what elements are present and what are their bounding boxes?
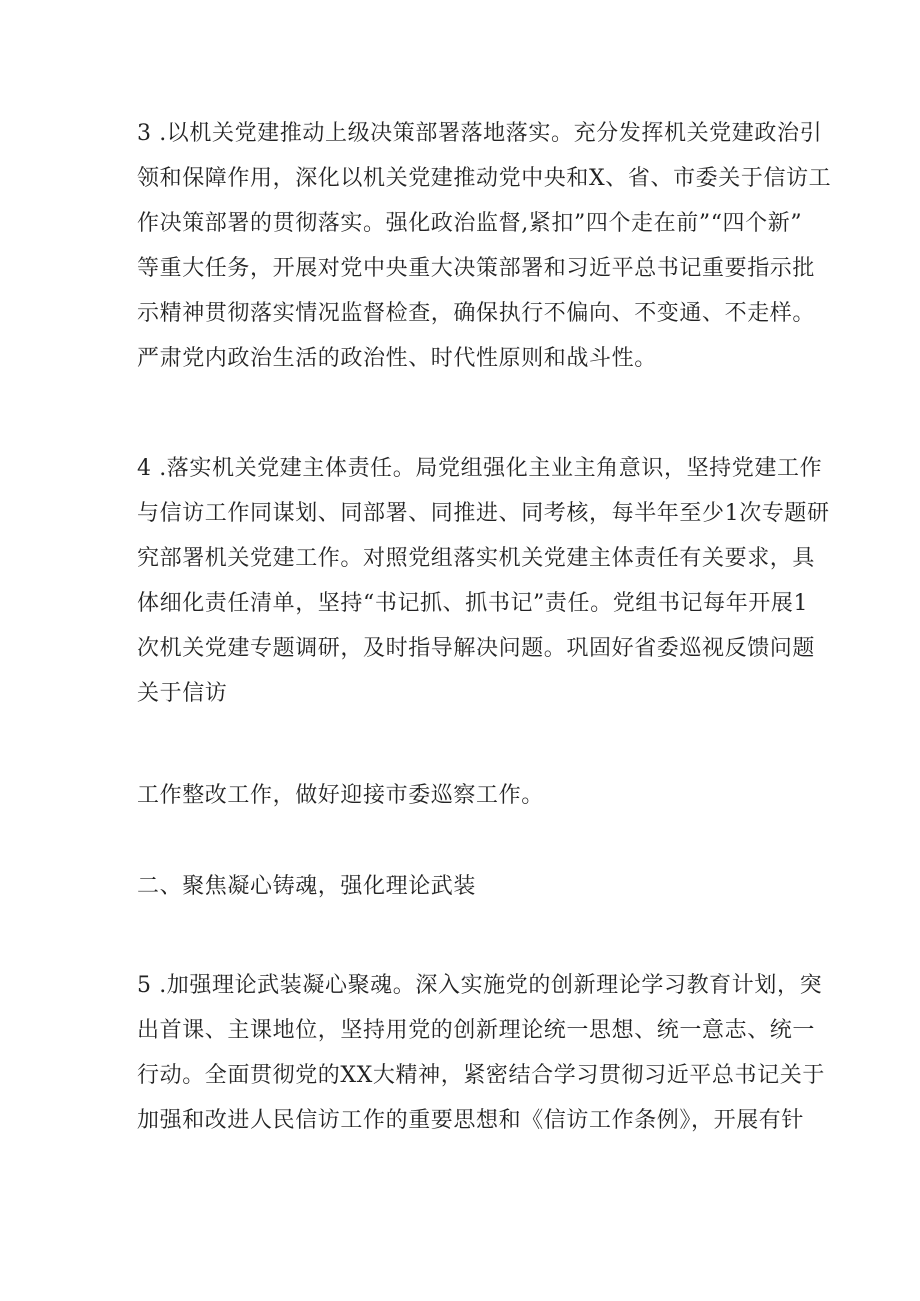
paragraph-line: 工作整改工作，做好迎接市委巡察工作。 (137, 783, 544, 808)
paragraph-line: 示精神贯彻落实情况监督检查，确保执行不偏向、不变通、不走样。 (137, 301, 816, 326)
paragraph-line: 3 .以机关党建推动上级决策部署落地落实。充分发挥机关党建政治引 (137, 121, 823, 146)
paragraph-line: 等重大任务，开展对党中央重大决策部署和习近平总书记重要指示批 (137, 256, 816, 281)
section-heading: 二、聚焦凝心铸魂，强化理论武装 (137, 874, 477, 899)
paragraph-line: 究部署机关党建工作。对照党组落实机关党建主体责任有关要求，具 (137, 546, 816, 571)
paragraph-line: 出首课、主课地位，坚持用党的创新理论统一思想、统一意志、统一 (137, 1018, 816, 1043)
paragraph-line: 4 .落实机关党建主体责任。局党组强化主业主角意识，坚持党建工作 (137, 456, 823, 481)
paragraph-line: 严肃党内政治生活的政治性、时代性原则和战斗性。 (137, 346, 657, 371)
paragraph-line: 行动。全面贯彻党的XX大精神，紧密结合学习贯彻习近平总书记关于 (137, 1063, 825, 1088)
paragraph-line: 领和保障作用，深化以机关党建推动党中央和X、省、市委关于信访工 (137, 166, 832, 191)
paragraph-line: 5 .加强理论武装凝心聚魂。深入实施党的创新理论学习教育计划，突 (137, 973, 823, 998)
paragraph-line: 关于信访 (137, 681, 228, 706)
paragraph-line: 加强和改进人民信访工作的重要思想和《信访工作条例》，开展有针 (137, 1108, 805, 1133)
paragraph-line: 次机关党建专题调研，及时指导解决问题。巩固好省委巡视反馈问题 (137, 636, 816, 661)
paragraph-line: 体细化责任清单，坚持“书记抓、抓书记”责任。党组书记每年开展1 (137, 591, 809, 616)
paragraph-line: 与信访工作同谋划、同部署、同推进、同考核，每半年至少1次专题研 (137, 501, 830, 526)
paragraph-line: 作决策部署的贯彻落实。强化政治监督,紧扣”四个走在前”“四个新” (137, 211, 803, 236)
